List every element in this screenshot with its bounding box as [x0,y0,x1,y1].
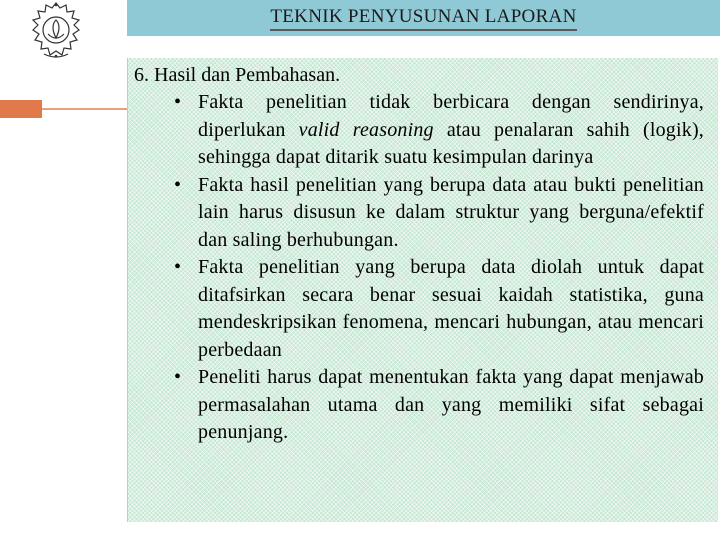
university-seal-icon [26,0,86,62]
bullet-icon: • [174,91,182,113]
title-bar [127,0,720,36]
bullet-text: Fakta hasil penelitian yang berupa data atau bukti penelitian lain harus disusun ke dalam struktur yang berguna/efektif dan saling berhubungan. [198,173,704,251]
accent-bar [0,100,42,118]
slide-content [128,58,718,522]
bullet-text: Fakta penelitian tidak berbicara dengan sendirinya, diperlukan [198,91,704,141]
bullet-list [134,89,704,447]
bullet-text: Peneliti harus dapat menentukan fakta yang dapat menjawab permasalahan utama dan yang memiliki sifat sebagai penunjang. [198,366,704,443]
accent-line [42,108,127,110]
bullet-text: atau penalaran sahih (logik), sehingga dapat ditarik suatu kesimpulan darinya [198,118,705,168]
page-title: TEKNIK PENYUSUNAN LAPORAN [270,6,576,31]
list-item [168,89,704,172]
section-heading: 6. Hasil dan Pembahasan. [134,64,341,86]
bullet-text: Fakta penelitian yang berupa data diolah untuk dapat ditafsirkan secara benar sesuai kaidah statistika, guna mendeskripsikan fenomena, mencari hubungan, atau mencari perbedaan [198,256,704,361]
bullet-icon: • [174,366,182,388]
bullet-emphasis: valid reasoning [298,118,434,141]
list-item [168,364,704,447]
list-item [168,172,704,255]
bullet-icon: • [174,256,182,278]
list-item [168,254,704,364]
bullet-icon: • [174,173,182,196]
